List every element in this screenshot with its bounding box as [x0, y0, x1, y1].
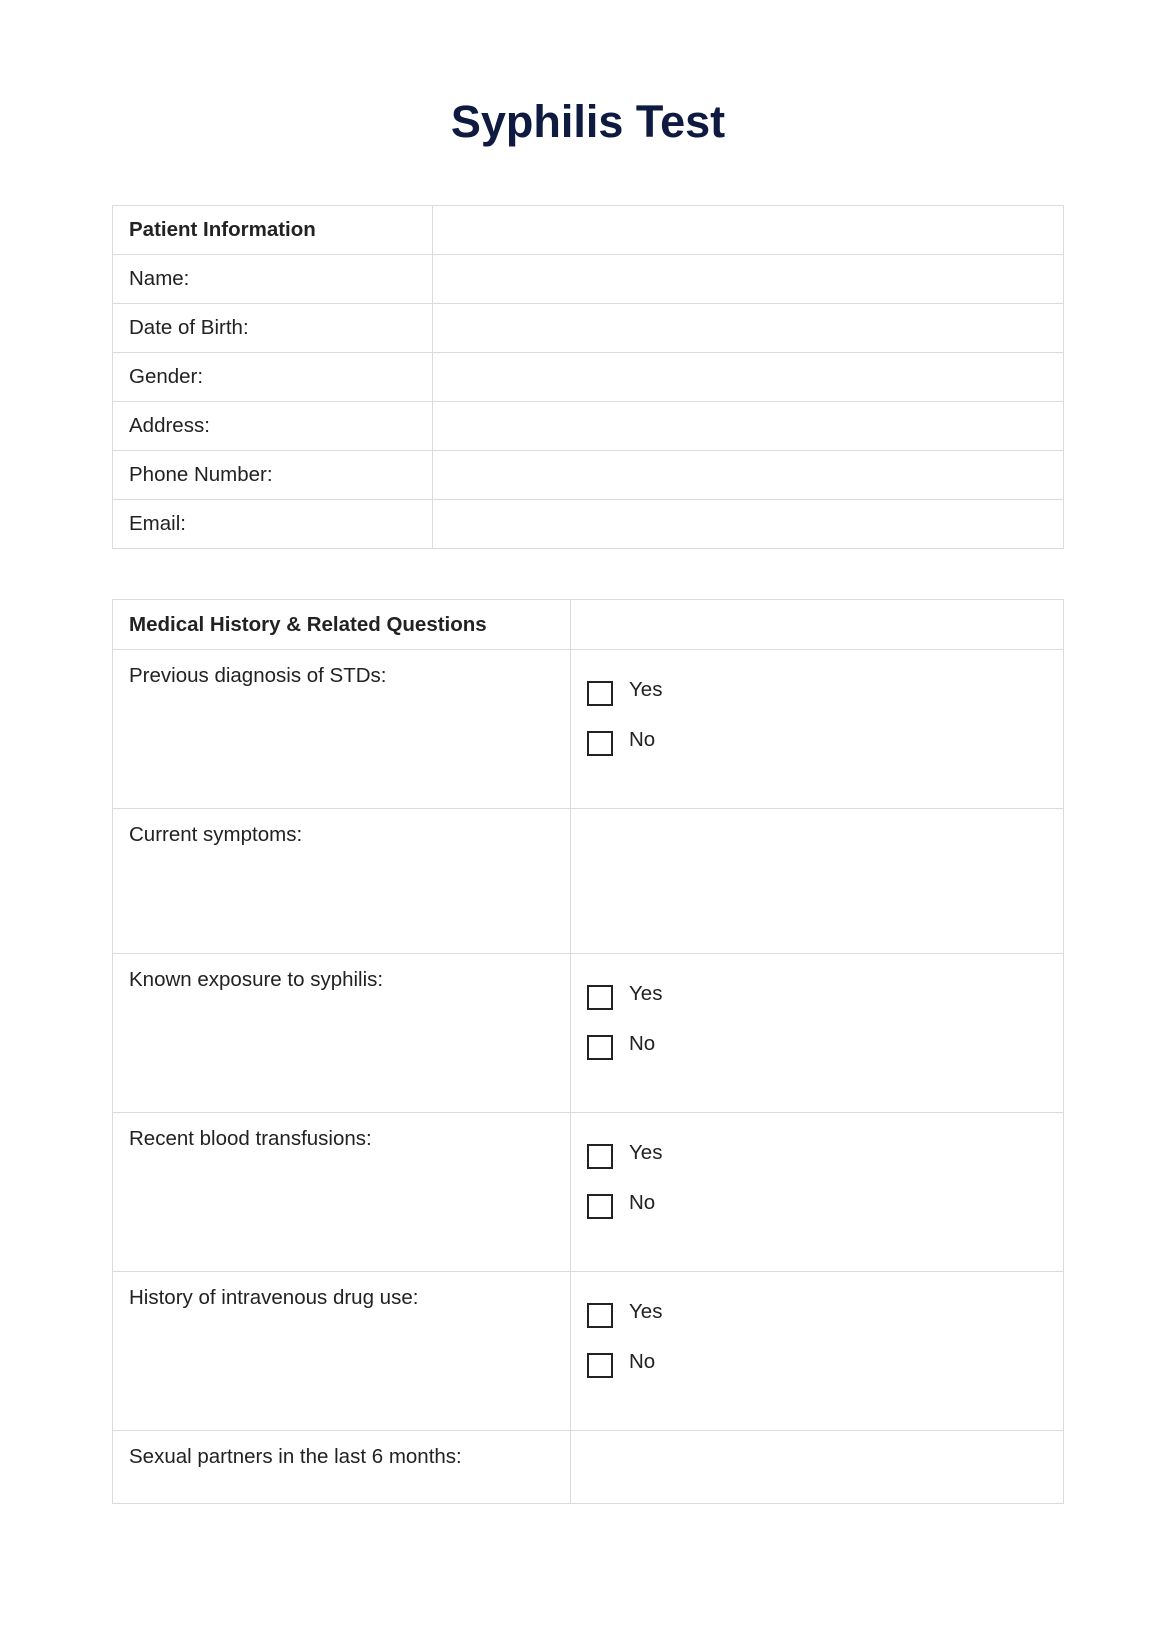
- exposure-label: Known exposure to syphilis:: [113, 954, 571, 1113]
- no-option[interactable]: No: [587, 1350, 1047, 1374]
- checkbox-icon[interactable]: [587, 681, 613, 706]
- page-title: Syphilis Test: [450, 96, 726, 147]
- checkbox-icon[interactable]: [587, 1303, 613, 1328]
- gender-field[interactable]: [433, 353, 1064, 402]
- no-option[interactable]: No: [587, 1191, 1047, 1215]
- gender-label: Gender:: [113, 353, 433, 402]
- yes-option[interactable]: Yes: [587, 982, 1047, 1006]
- yes-option[interactable]: Yes: [587, 1300, 1047, 1324]
- phone-field[interactable]: [433, 451, 1064, 500]
- current-symptoms-field[interactable]: [571, 809, 1064, 954]
- no-option[interactable]: No: [587, 728, 1047, 752]
- email-field[interactable]: [433, 500, 1064, 549]
- std-diagnosis-options: [571, 650, 1064, 809]
- transfusions-label: Recent blood transfusions:: [113, 1113, 571, 1272]
- patient-info-header: Patient Information: [113, 206, 433, 255]
- header-blank-cell: [571, 600, 1064, 650]
- phone-label: Phone Number:: [113, 451, 433, 500]
- yes-option[interactable]: Yes: [587, 678, 1047, 702]
- checkbox-icon[interactable]: [587, 985, 613, 1010]
- medical-history-header: Medical History & Related Questions: [113, 600, 571, 650]
- checkbox-icon[interactable]: [587, 1194, 613, 1219]
- name-field[interactable]: [433, 255, 1064, 304]
- sexual-partners-field[interactable]: [571, 1431, 1064, 1504]
- name-label: Name:: [113, 255, 433, 304]
- iv-drug-label: History of intravenous drug use:: [113, 1272, 571, 1431]
- dob-field[interactable]: [433, 304, 1064, 353]
- address-field[interactable]: [433, 402, 1064, 451]
- header-blank-cell: [433, 206, 1064, 255]
- exposure-options: [571, 954, 1064, 1113]
- transfusions-options: [571, 1113, 1064, 1272]
- medical-history-table: [112, 599, 1064, 1504]
- checkbox-icon[interactable]: [587, 731, 613, 756]
- patient-information-table: [112, 205, 1064, 549]
- current-symptoms-label: Current symptoms:: [113, 809, 571, 954]
- no-option[interactable]: No: [587, 1032, 1047, 1056]
- sexual-partners-label: Sexual partners in the last 6 months:: [113, 1431, 571, 1504]
- checkbox-icon[interactable]: [587, 1144, 613, 1169]
- address-label: Address:: [113, 402, 433, 451]
- dob-label: Date of Birth:: [113, 304, 433, 353]
- email-label: Email:: [113, 500, 433, 549]
- checkbox-icon[interactable]: [587, 1353, 613, 1378]
- checkbox-icon[interactable]: [587, 1035, 613, 1060]
- iv-drug-options: [571, 1272, 1064, 1431]
- std-diagnosis-label: Previous diagnosis of STDs:: [113, 650, 571, 809]
- yes-option[interactable]: Yes: [587, 1141, 1047, 1165]
